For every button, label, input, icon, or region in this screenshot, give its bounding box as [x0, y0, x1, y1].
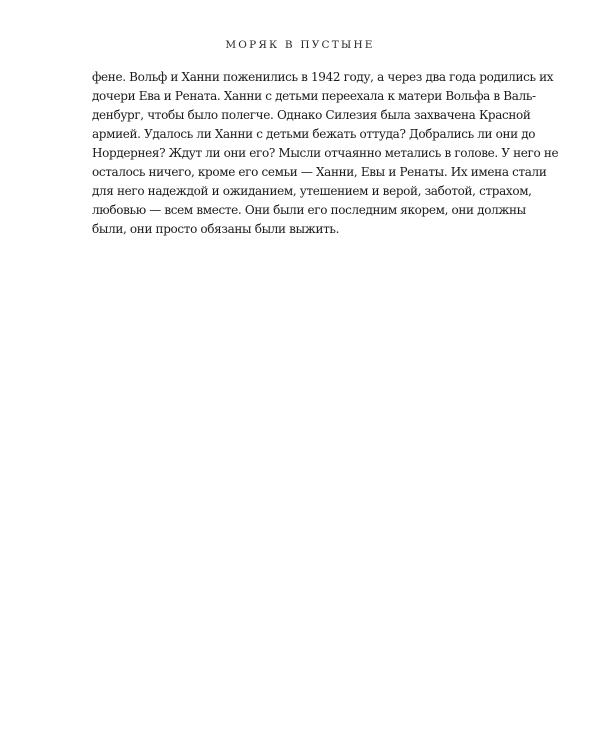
- text-line: были, они просто обязаны были выжить.: [92, 222, 340, 236]
- text-line: армией. Удалось ли Ханни с детьми бежать оттуда? Добрались ли они до: [92, 127, 536, 141]
- text-line: денбург, чтобы было полегче. Однако Силезия была захвачена Красной: [92, 108, 531, 122]
- text-line: любовью — всем вместе. Они были его последним якорем, они должны: [92, 203, 526, 217]
- text-line: для него надеждой и ожиданием, утешением и верой, заботой, страхом,: [92, 184, 532, 198]
- text-line: фене. Вольф и Ханни поженились в 1942 году, а через два года родились их: [92, 70, 554, 84]
- text-line: дочери Ева и Рената. Ханни с детьми переехала к матери Вольфа в Валь-: [92, 89, 536, 103]
- body-paragraph: [92, 68, 559, 239]
- running-head: МОРЯК В ПУСТЫНЕ: [225, 39, 375, 51]
- text-line: Нордернея? Ждут ли они его? Мысли отчаянно метались в голове. У него не: [92, 146, 559, 160]
- text-line: осталось ничего, кроме его семьи — Ханни, Евы и Ренаты. Их имена стали: [92, 165, 547, 179]
